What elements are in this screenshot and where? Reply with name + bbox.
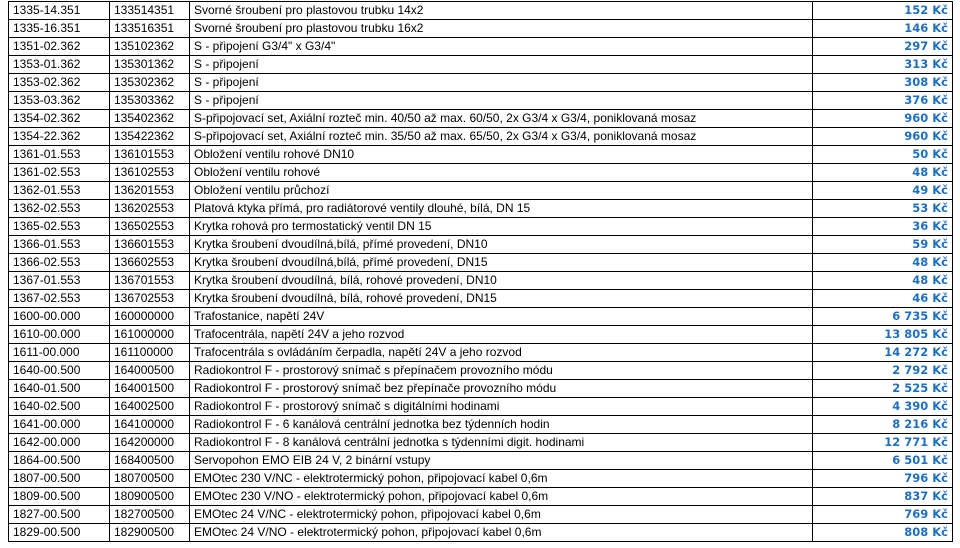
product-code-cell: 1829-00.500	[9, 524, 110, 542]
article-number-cell: 136502553	[110, 218, 190, 236]
description-cell: Trafocentrála, napětí 24V a jeho rozvod	[190, 326, 813, 344]
article-number-cell: 136702553	[110, 290, 190, 308]
description-cell: Radiokontrol F - 8 kanálová centrální jednotka s týdenními digit. hodinami	[190, 434, 813, 452]
product-code-cell: 1353-02.362	[9, 74, 110, 92]
table-row	[9, 74, 953, 92]
article-number-cell: 135303362	[110, 92, 190, 110]
article-number-cell: 182900500	[110, 524, 190, 542]
product-code-cell: 1362-02.553	[9, 200, 110, 218]
description-cell: Obložení ventilu rohové	[190, 164, 813, 182]
price-cell: 50 Kč	[813, 146, 953, 164]
table-row	[9, 164, 953, 182]
price-cell: 36 Kč	[813, 218, 953, 236]
article-number-cell: 160000000	[110, 308, 190, 326]
description-cell: Radiokontrol F - 6 kanálová centrální jednotka bez týdenních hodin	[190, 416, 813, 434]
description-cell: S - připojení	[190, 92, 813, 110]
article-number-cell: 136602553	[110, 254, 190, 272]
table-row	[9, 434, 953, 452]
article-number-cell: 135302362	[110, 74, 190, 92]
price-cell: 4 390 Kč	[813, 398, 953, 416]
article-number-cell: 136601553	[110, 236, 190, 254]
table-row	[9, 326, 953, 344]
price-cell: 960 Kč	[813, 128, 953, 146]
table-row	[9, 38, 953, 56]
table-row	[9, 110, 953, 128]
article-number-cell: 136102553	[110, 164, 190, 182]
description-cell: S - připojení G3/4" x G3/4"	[190, 38, 813, 56]
article-number-cell: 135301362	[110, 56, 190, 74]
price-cell: 146 Kč	[813, 20, 953, 38]
article-number-cell: 161100000	[110, 344, 190, 362]
product-code-cell: 1351-02.362	[9, 38, 110, 56]
price-list-body	[9, 2, 953, 542]
description-cell: S - připojení	[190, 56, 813, 74]
price-cell: 8 216 Kč	[813, 416, 953, 434]
table-row	[9, 200, 953, 218]
table-row	[9, 128, 953, 146]
product-code-cell: 1361-02.553	[9, 164, 110, 182]
article-number-cell: 133516351	[110, 20, 190, 38]
product-code-cell: 1611-00.000	[9, 344, 110, 362]
description-cell: Krytka rohová pro termostatický ventil DN 15	[190, 218, 813, 236]
description-cell: EMOtec 24 V/NC - elektrotermický pohon, připojovací kabel 0,6m	[190, 506, 813, 524]
price-cell: 48 Kč	[813, 272, 953, 290]
product-code-cell: 1365-02.553	[9, 218, 110, 236]
product-code-cell: 1641-00.000	[9, 416, 110, 434]
table-row	[9, 92, 953, 110]
table-row	[9, 20, 953, 38]
table-row	[9, 290, 953, 308]
price-cell: 46 Kč	[813, 290, 953, 308]
product-code-cell: 1362-01.553	[9, 182, 110, 200]
price-cell: 13 805 Kč	[813, 326, 953, 344]
description-cell: Krytka šroubení dvoudílná,bílá, přímé provedení, DN15	[190, 254, 813, 272]
product-code-cell: 1807-00.500	[9, 470, 110, 488]
product-code-cell: 1640-01.500	[9, 380, 110, 398]
table-row	[9, 398, 953, 416]
price-cell: 808 Kč	[813, 524, 953, 542]
article-number-cell: 135102362	[110, 38, 190, 56]
table-row	[9, 344, 953, 362]
description-cell: Radiokontrol F - prostorový snímač bez přepínače provozního módu	[190, 380, 813, 398]
price-cell: 49 Kč	[813, 182, 953, 200]
description-cell: Radiokontrol F - prostorový snímač s přepínačem provozního módu	[190, 362, 813, 380]
article-number-cell: 161000000	[110, 326, 190, 344]
table-row	[9, 488, 953, 506]
article-number-cell: 136701553	[110, 272, 190, 290]
price-cell: 376 Kč	[813, 92, 953, 110]
product-code-cell: 1361-01.553	[9, 146, 110, 164]
price-cell: 297 Kč	[813, 38, 953, 56]
table-row	[9, 272, 953, 290]
description-cell: S - připojení	[190, 74, 813, 92]
description-cell: S-připojovací set, Axiální rozteč min. 40/50 až max. 60/50, 2x G3/4 x G3/4, poniklovaná mosaz	[190, 110, 813, 128]
table-row	[9, 452, 953, 470]
article-number-cell: 164002500	[110, 398, 190, 416]
article-number-cell: 180700500	[110, 470, 190, 488]
description-cell: Servopohon EMO EIB 24 V, 2 binární vstupy	[190, 452, 813, 470]
article-number-cell: 135422362	[110, 128, 190, 146]
article-number-cell: 168400500	[110, 452, 190, 470]
price-cell: 48 Kč	[813, 254, 953, 272]
product-code-cell: 1367-01.553	[9, 272, 110, 290]
product-code-cell: 1366-02.553	[9, 254, 110, 272]
price-cell: 313 Kč	[813, 56, 953, 74]
description-cell: Trafocentrála s ovládáním čerpadla, napětí 24V a jeho rozvod	[190, 344, 813, 362]
price-cell: 769 Kč	[813, 506, 953, 524]
price-cell: 12 771 Kč	[813, 434, 953, 452]
price-cell: 796 Kč	[813, 470, 953, 488]
price-cell: 6 735 Kč	[813, 308, 953, 326]
price-cell: 960 Kč	[813, 110, 953, 128]
price-cell: 2 792 Kč	[813, 362, 953, 380]
product-code-cell: 1600-00.000	[9, 308, 110, 326]
product-code-cell: 1354-02.362	[9, 110, 110, 128]
product-code-cell: 1353-01.362	[9, 56, 110, 74]
price-cell: 48 Kč	[813, 164, 953, 182]
product-code-cell: 1827-00.500	[9, 506, 110, 524]
product-code-cell: 1640-00.500	[9, 362, 110, 380]
table-row	[9, 416, 953, 434]
table-row	[9, 308, 953, 326]
description-cell: Obložení ventilu průchozí	[190, 182, 813, 200]
article-number-cell: 164000500	[110, 362, 190, 380]
table-row	[9, 524, 953, 542]
product-code-cell: 1642-00.000	[9, 434, 110, 452]
product-code-cell: 1809-00.500	[9, 488, 110, 506]
price-cell: 59 Kč	[813, 236, 953, 254]
product-code-cell: 1367-02.553	[9, 290, 110, 308]
price-cell: 308 Kč	[813, 74, 953, 92]
description-cell: Svorné šroubení pro plastovou trubku 16x2	[190, 20, 813, 38]
table-row	[9, 254, 953, 272]
table-row	[9, 182, 953, 200]
product-code-cell: 1610-00.000	[9, 326, 110, 344]
table-row	[9, 362, 953, 380]
product-code-cell: 1640-02.500	[9, 398, 110, 416]
product-code-cell: 1354-22.362	[9, 128, 110, 146]
description-cell: Platová ktyka přímá, pro radiátorové ventily dlouhé, bílá, DN 15	[190, 200, 813, 218]
article-number-cell: 136101553	[110, 146, 190, 164]
description-cell: Trafostanice, napětí 24V	[190, 308, 813, 326]
product-code-cell: 1335-16.351	[9, 20, 110, 38]
price-list-table	[8, 1, 953, 542]
description-cell: Krytka šroubení dvoudílná,bílá, přímé provedení, DN10	[190, 236, 813, 254]
product-code-cell: 1366-01.553	[9, 236, 110, 254]
table-row	[9, 470, 953, 488]
article-number-cell: 133514351	[110, 2, 190, 20]
price-cell: 837 Kč	[813, 488, 953, 506]
table-row	[9, 506, 953, 524]
description-cell: EMOtec 230 V/NO - elektrotermický pohon, připojovací kabel 0,6m	[190, 488, 813, 506]
description-cell: Krytka šroubení dvoudílná, bílá, rohové provedení, DN15	[190, 290, 813, 308]
table-row	[9, 218, 953, 236]
product-code-cell: 1864-00.500	[9, 452, 110, 470]
description-cell: EMOtec 230 V/NC - elektrotermický pohon, připojovací kabel 0,6m	[190, 470, 813, 488]
product-code-cell: 1353-03.362	[9, 92, 110, 110]
description-cell: Krytka šroubení dvoudílná, bílá, rohové provedení, DN10	[190, 272, 813, 290]
article-number-cell: 164001500	[110, 380, 190, 398]
table-row	[9, 2, 953, 20]
price-cell: 2 525 Kč	[813, 380, 953, 398]
table-row	[9, 236, 953, 254]
table-row	[9, 56, 953, 74]
description-cell: S-připojovací set, Axiální rozteč min. 35/50 až max. 65/50, 2x G3/4 x G3/4, poniklovaná mosaz	[190, 128, 813, 146]
product-code-cell: 1335-14.351	[9, 2, 110, 20]
description-cell: EMOtec 24 V/NO - elektrotermický pohon, připojovací kabel 0,6m	[190, 524, 813, 542]
article-number-cell: 136202553	[110, 200, 190, 218]
article-number-cell: 164100000	[110, 416, 190, 434]
article-number-cell: 136201553	[110, 182, 190, 200]
description-cell: Svorné šroubení pro plastovou trubku 14x2	[190, 2, 813, 20]
price-cell: 14 272 Kč	[813, 344, 953, 362]
price-cell: 152 Kč	[813, 2, 953, 20]
article-number-cell: 135402362	[110, 110, 190, 128]
price-cell: 6 501 Kč	[813, 452, 953, 470]
table-row	[9, 380, 953, 398]
article-number-cell: 164200000	[110, 434, 190, 452]
description-cell: Radiokontrol F - prostorový snímač s digitálními hodinami	[190, 398, 813, 416]
article-number-cell: 182700500	[110, 506, 190, 524]
description-cell: Obložení ventilu rohové DN10	[190, 146, 813, 164]
price-cell: 53 Kč	[813, 200, 953, 218]
article-number-cell: 180900500	[110, 488, 190, 506]
table-row	[9, 146, 953, 164]
